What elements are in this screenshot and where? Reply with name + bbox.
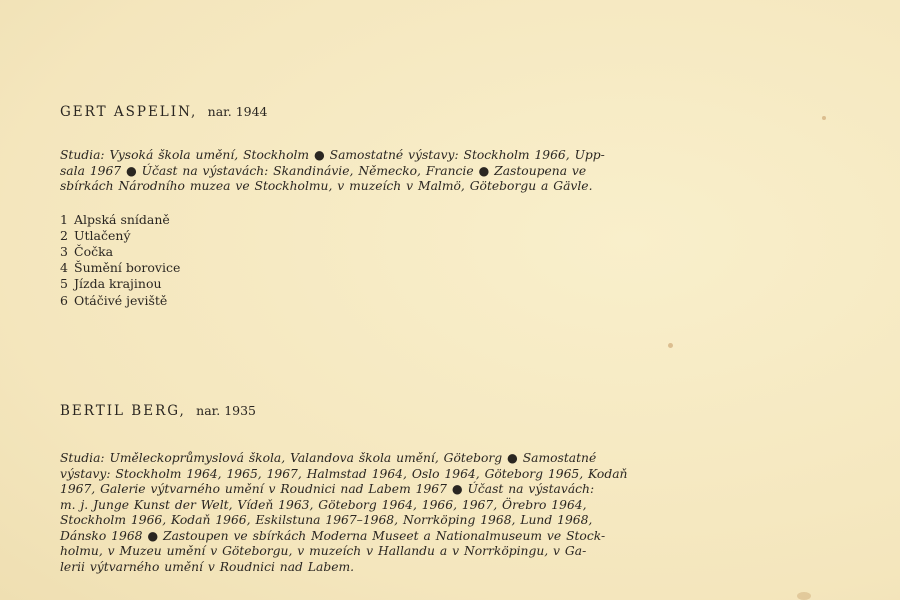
artist-birth: nar. 1944 bbox=[207, 104, 268, 119]
paper-speck bbox=[668, 343, 673, 348]
bio-line: holmu, v Muzeu umění v Göteborgu, v muzeích v Hallandu a v Norrköpingu, v Ga- bbox=[60, 544, 587, 558]
work-number: 5 bbox=[60, 276, 68, 292]
work-title: Otáčivé jeviště bbox=[74, 292, 168, 308]
artist-heading: GERT ASPELIN, nar. 1944 bbox=[60, 104, 268, 120]
artist-name: BERTIL BERG bbox=[60, 403, 180, 419]
work-number: 6 bbox=[60, 292, 68, 308]
list-item bbox=[60, 276, 650, 292]
list-item bbox=[60, 244, 650, 260]
artist-bio bbox=[60, 451, 650, 575]
bio-line: Stockholm 1966, Kodaň 1966, Eskilstuna 1967–1968, Norrköping 1968, Lund 1968, bbox=[60, 513, 593, 527]
paper-stain bbox=[797, 592, 811, 600]
work-number: 1 bbox=[60, 211, 68, 227]
bio-line: Studia: Uměleckoprůmyslová škola, Valandova škola umění, Göteborg ● Samostatné bbox=[60, 451, 597, 465]
artist-section-berg bbox=[60, 403, 650, 575]
artist-section-aspelin bbox=[60, 104, 650, 309]
work-number: 3 bbox=[60, 243, 68, 259]
bio-line: sala 1967 ● Účast na výstavách: Skandinávie, Německo, Francie ● Zastoupena ve bbox=[60, 163, 587, 178]
work-title: Jízda krajinou bbox=[74, 276, 162, 292]
artist-heading: BERTIL BERG, nar. 1935 bbox=[60, 403, 257, 419]
artist-name: GERT ASPELIN bbox=[60, 104, 192, 120]
list-item bbox=[60, 228, 650, 244]
bio-line: sbírkách Národního muzea ve Stockholmu, v muzeích v Malmö, Göteborgu a Gävle. bbox=[60, 179, 593, 193]
list-item bbox=[60, 212, 650, 228]
bio-line: výstavy: Stockholm 1964, 1965, 1967, Halmstad 1964, Oslo 1964, Göteborg 1965, Kodaň bbox=[60, 466, 628, 481]
bio-line: 1967, Galerie výtvarného umění v Roudnici nad Labem 1967 ● Účast na výstavách: bbox=[60, 482, 595, 496]
paper-speck bbox=[822, 116, 826, 120]
work-title: Alpská snídaně bbox=[74, 211, 170, 227]
work-number: 2 bbox=[60, 227, 68, 243]
bio-line: m. j. Junge Kunst der Welt, Vídeň 1963, Göteborg 1964, 1966, 1967, Örebro 1964, bbox=[60, 497, 587, 512]
work-title: Šumění borovice bbox=[74, 260, 181, 276]
bio-line: lerii výtvarného umění v Roudnici nad Labem. bbox=[60, 559, 355, 574]
artist-bio bbox=[60, 148, 650, 195]
artist-birth: nar. 1935 bbox=[196, 403, 257, 418]
list-item bbox=[60, 293, 650, 309]
bio-line: Dánsko 1968 ● Zastoupen ve sbírkách Moderna Museet a Nationalmuseum ve Stock- bbox=[60, 528, 606, 543]
bio-line: Studia: Vysoká škola umění, Stockholm ● Samostatné výstavy: Stockholm 1966, Upp- bbox=[60, 148, 605, 162]
works-list bbox=[60, 212, 650, 309]
list-item bbox=[60, 260, 650, 276]
work-number: 4 bbox=[60, 260, 68, 276]
work-title: Čočka bbox=[74, 243, 114, 259]
work-title: Utlačený bbox=[74, 227, 131, 243]
